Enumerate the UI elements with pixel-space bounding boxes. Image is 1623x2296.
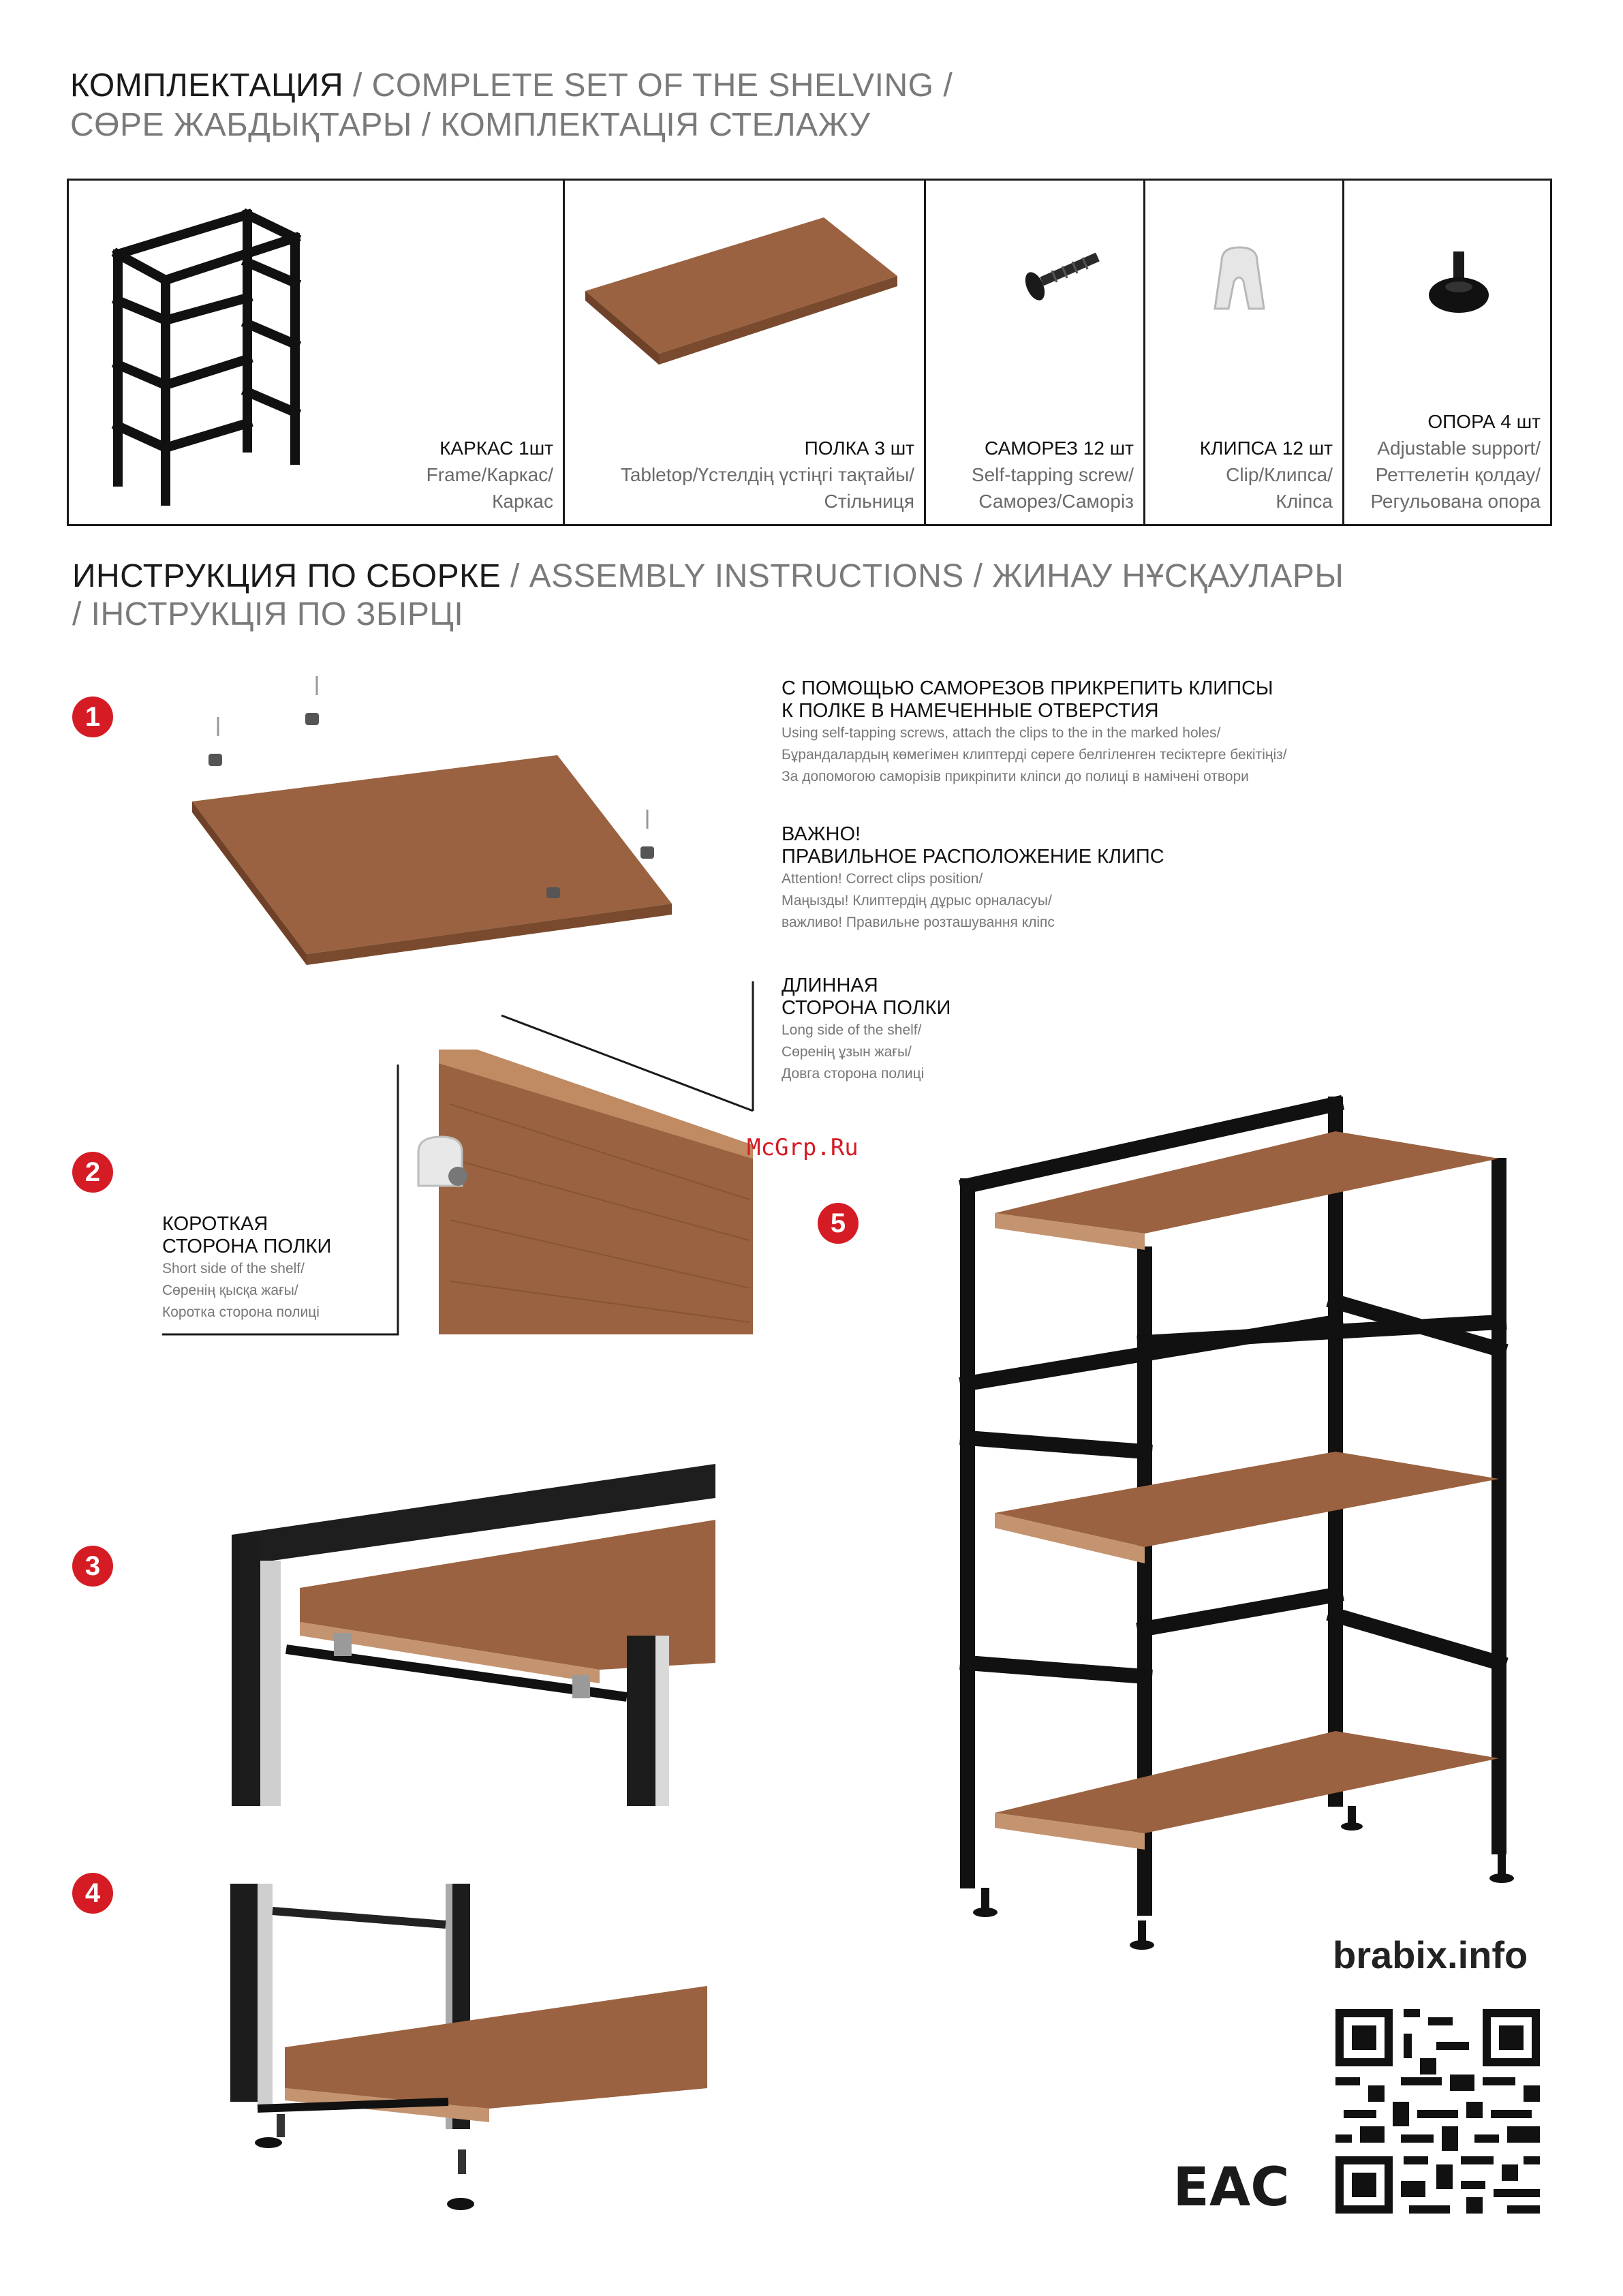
attach-sub-ua: За допомогою саморізів прикріпити кліпси до полиці в намічені отвори — [782, 769, 1249, 784]
part-line3-support: Регульована опора — [1370, 491, 1541, 512]
assembly-title-ru: ИНСТРУКЦИЯ ПО СБОРКЕ — [72, 558, 501, 594]
part-name-clip: КЛИПСА 12 шт — [1199, 438, 1333, 459]
short-side-heading-1: КОРОТКАЯ — [162, 1213, 268, 1235]
important-sub-en: Attention! Correct clips position/ — [782, 871, 983, 887]
part-line2-frame: Каркас — [492, 491, 553, 512]
short-side-heading-2: СТОРОНА ПОЛКИ — [162, 1236, 332, 1257]
part-line1-frame: Frame/Каркас/ — [426, 464, 553, 485]
brand-url[interactable]: brabix.info — [1333, 1933, 1528, 1976]
step-2-badge: 2 — [72, 1152, 113, 1193]
long-side-sub-ua: Довга сторона полиці — [782, 1066, 925, 1082]
attach-heading-2: К ПОЛКЕ В НАМЕЧЕННЫЕ ОТВЕРСТИЯ — [782, 700, 1159, 722]
set-title-kz-ua: СӨРЕ ЖАБДЫҚТАРЫ / КОМПЛЕКТАЦІЯ СТЕЛАЖУ — [70, 107, 871, 143]
eac-text: EAC — [1173, 2157, 1290, 2218]
attach-sub-kz: Бұрандалардың көмегімен клиптерді сөреге белгіленген тесіктерге бекітіңіз/ — [782, 747, 1287, 763]
attach-heading-1: С ПОМОЩЬЮ САМОРЕЗОВ ПРИКРЕПИТЬ КЛИПСЫ — [782, 677, 1273, 699]
long-side-heading-2: СТОРОНА ПОЛКИ — [782, 997, 951, 1019]
important-sub-kz: Маңызды! Клиптердің дұрыс орналасуы/ — [782, 893, 1052, 908]
step-3-illustration — [232, 1458, 715, 1806]
step-4-illustration — [230, 1884, 707, 2218]
important-heading-1: ВАЖНО! — [782, 823, 861, 845]
short-side-sub-en: Short side of the shelf/ — [162, 1261, 305, 1276]
qr-code-icon[interactable] — [1335, 2009, 1540, 2214]
assembly-title-ua: / ІНСТРУКЦІЯ ПО ЗБІРЦІ — [72, 596, 464, 632]
attach-sub-en: Using self-tapping screws, attach the clips to the in the marked holes/ — [782, 725, 1221, 741]
long-side-heading-1: ДЛИННАЯ — [782, 975, 878, 996]
part-line1-support: Adjustable support/ — [1377, 438, 1541, 459]
watermark: McGrp.Ru — [747, 1134, 859, 1161]
important-sub-ua: важливо! Правильне розташування кліпс — [782, 915, 1055, 930]
part-name-shelf: ПОЛКА 3 шт — [804, 438, 914, 459]
part-line2-support: Реттелетін қолдау/ — [1375, 464, 1541, 485]
long-side-sub-kz: Сөренің ұзын жағы/ — [782, 1044, 912, 1060]
assembly-title-en-kz: / ASSEMBLY INSTRUCTIONS / ЖИНАУ НҰСҚАУЛАРЫ — [501, 558, 1344, 594]
step-3-badge: 3 — [72, 1546, 113, 1587]
part-line2-screw: Саморез/Саморіз — [978, 491, 1134, 512]
long-side-sub-en: Long side of the shelf/ — [782, 1022, 922, 1038]
step-1-badge: 1 — [72, 697, 113, 737]
eac-mark — [1173, 2140, 1290, 2218]
part-name-screw: САМОРЕЗ 12 шт — [984, 438, 1134, 459]
short-side-sub-kz: Сөренің қысқа жағы/ — [162, 1283, 298, 1298]
set-title-en: / COMPLETE SET OF THE SHELVING / — [343, 67, 953, 104]
part-name-frame: КАРКАС 1шт — [439, 438, 553, 459]
part-line2-shelf: Стільниця — [824, 491, 914, 512]
step-5-badge: 5 — [818, 1203, 859, 1244]
short-side-note — [162, 1213, 331, 1323]
part-line1-screw: Self-tapping screw/ — [971, 464, 1134, 485]
step-4-badge: 4 — [72, 1873, 113, 1914]
part-line1-clip: Clip/Клипса/ — [1226, 464, 1333, 485]
step-5-illustration — [954, 1097, 1519, 1970]
short-side-sub-ua: Коротка сторона полиці — [162, 1304, 320, 1320]
part-name-support: ОПОРА 4 шт — [1427, 411, 1541, 432]
important-heading-2: ПРАВИЛЬНОЕ РАСПОЛОЖЕНИЕ КЛИПС — [782, 846, 1164, 868]
part-line1-shelf: Tabletop/Үстелдің үстіңгі тақтайы/ — [620, 464, 914, 485]
part-line2-clip: Кліпса — [1276, 491, 1333, 512]
set-title-ru: КОМПЛЕКТАЦИЯ — [70, 67, 344, 104]
